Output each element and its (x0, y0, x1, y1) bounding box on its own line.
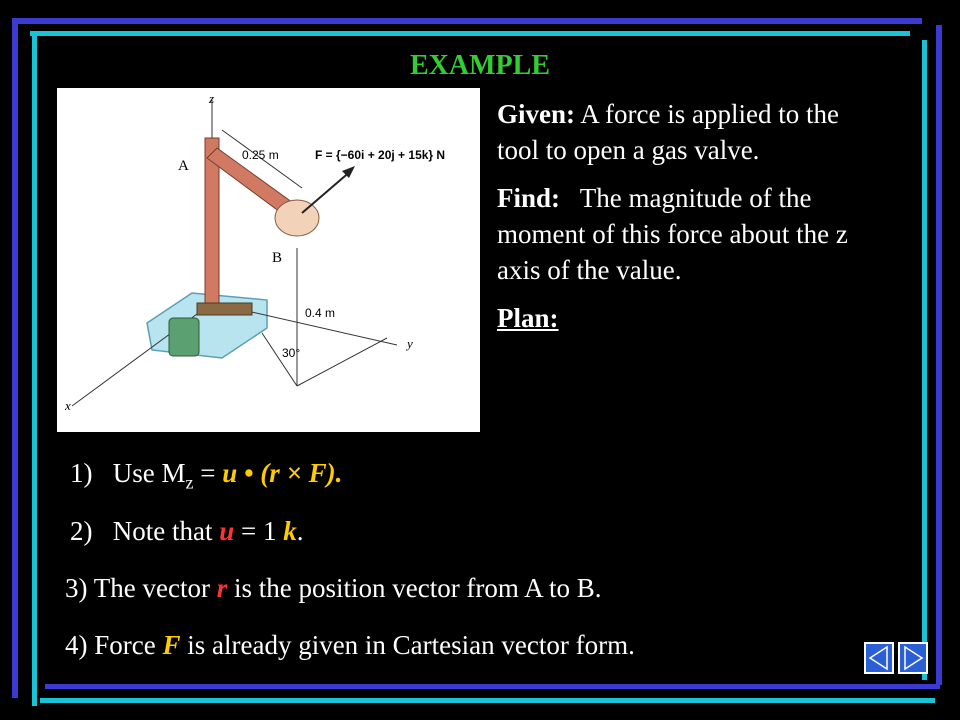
step-1 (70, 458, 342, 493)
step-3 (65, 573, 601, 604)
hand (275, 200, 319, 236)
step-4 (65, 630, 635, 661)
step-1-eq: = (193, 458, 223, 488)
step-1-text: Use M (112, 458, 186, 488)
plan-paragraph (497, 300, 887, 336)
frame-top-cyan (30, 31, 910, 36)
step-4-f: F (162, 630, 181, 660)
step-2 (70, 516, 304, 547)
frame-left-blue (12, 18, 18, 698)
point-b-label: B (272, 250, 283, 266)
force-arrow (302, 170, 352, 213)
frame-bottom-blue (45, 684, 940, 689)
step-1-cross: × (279, 458, 309, 488)
valve-body (169, 318, 199, 356)
dim-line-base2 (297, 338, 387, 386)
step-4-text: 4) Force (65, 630, 163, 660)
z-axis-label: z (209, 91, 215, 106)
given-label: Given: (497, 99, 575, 129)
given-text: A force is applied to the tool to open a gas valve. (497, 99, 839, 165)
valve-pipe (197, 303, 252, 315)
step-3-text: 3) The vector (65, 573, 217, 603)
triangle-right-icon (900, 644, 926, 672)
valve-diagram (57, 88, 480, 432)
step-1-f: F (308, 458, 327, 488)
step-2-number: 2) (70, 516, 93, 546)
step-2-k: k (283, 516, 297, 546)
step-3-end: is the position vector from A to B. (227, 573, 602, 603)
frame-right-cyan (922, 40, 927, 680)
dim-04-label: 0.4 m (305, 306, 336, 320)
x-axis-label: x (65, 398, 71, 413)
frame-right-blue (936, 25, 942, 685)
plan-label: Plan: (497, 303, 559, 333)
frame-left-cyan (32, 36, 37, 706)
next-slide-button[interactable] (898, 642, 928, 674)
find-text: The magnitude of the moment of this force about the z axis of the value. (497, 183, 848, 285)
step-2-text: Note that (112, 516, 220, 546)
step-2-u: u (219, 516, 235, 546)
slide-title: EXAMPLE (410, 50, 550, 81)
dim-025-label: 0.25 m (242, 148, 279, 162)
find-paragraph (497, 180, 887, 288)
step-1-number: 1) (70, 458, 93, 488)
problem-statement (497, 96, 887, 348)
step-2-mid: = 1 (234, 516, 284, 546)
angle-label: 30° (282, 346, 301, 360)
step-1-end: ). (326, 458, 343, 488)
frame-top-blue (12, 18, 922, 24)
step-1-subscript: z (185, 472, 194, 493)
step-1-bullet: • ( (237, 458, 270, 488)
given-paragraph (497, 96, 887, 168)
frame-bottom-cyan (40, 698, 935, 703)
valve-figure (57, 88, 480, 432)
step-4-end: is already given in Cartesian vector form. (180, 630, 635, 660)
point-a-label: A (178, 158, 189, 174)
force-label: F = {−60i + 20j + 15k} N (315, 148, 446, 162)
step-2-end: . (296, 516, 304, 546)
y-axis-label: y (407, 336, 413, 351)
step-1-u: u (222, 458, 238, 488)
triangle-left-icon (866, 644, 892, 672)
find-label: Find: (497, 183, 561, 213)
step-1-r: r (269, 458, 280, 488)
prev-slide-button[interactable] (864, 642, 894, 674)
step-3-r: r (216, 573, 228, 603)
